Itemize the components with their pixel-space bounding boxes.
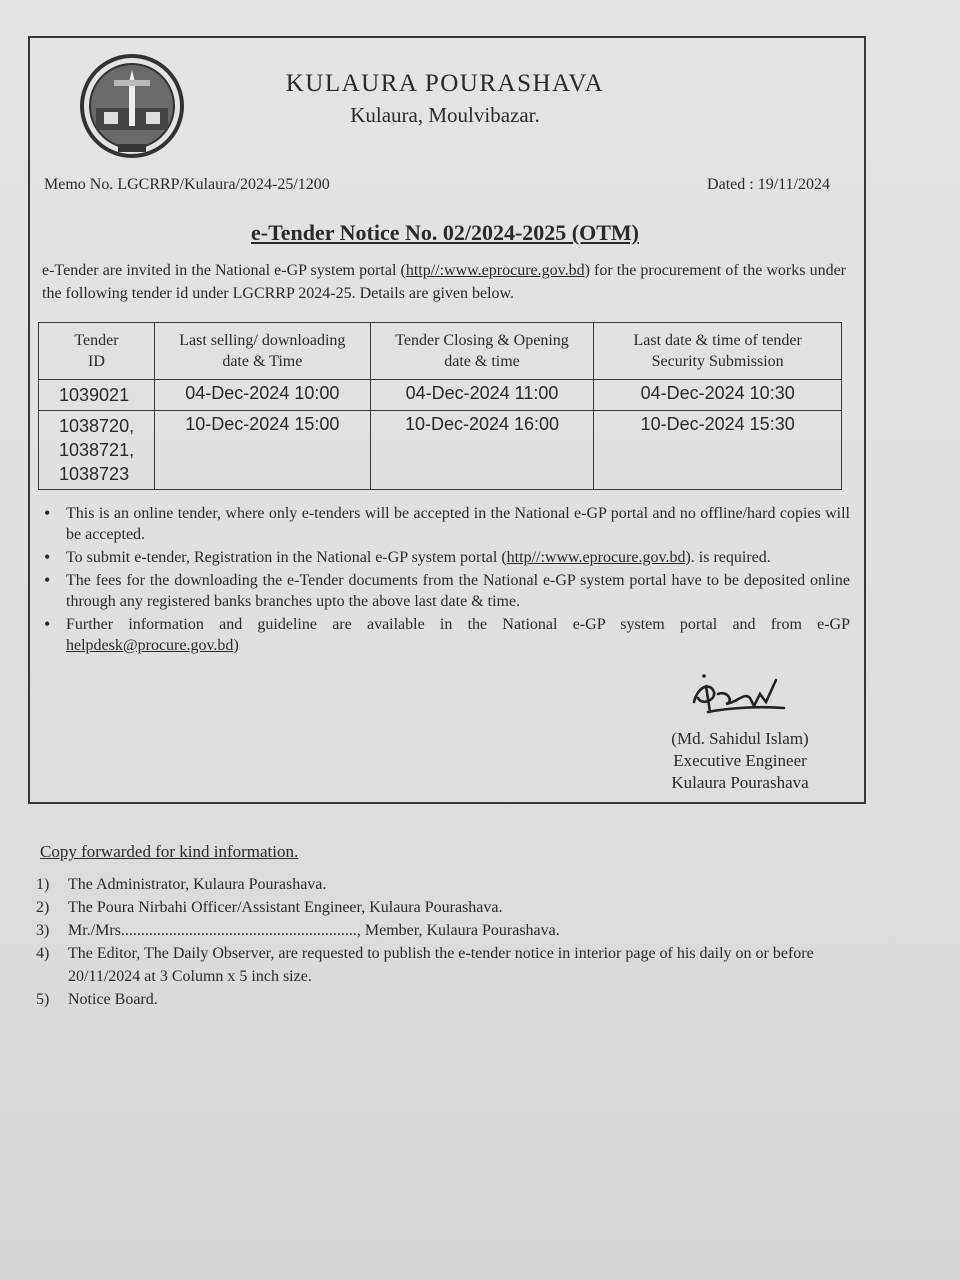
list-item: • This is an online tender, where only e-tenders will be accepted in the National e-GP portal and no offline/hard copies will be accepted. [44, 503, 850, 543]
intro-text-start: e-Tender are invited in the National e-GP system portal ( [42, 262, 406, 279]
organization-name: KULAURA POURASHAVA [285, 70, 605, 97]
security-date-cell: 10-Dec-2024 15:30 [594, 411, 842, 490]
table-row [39, 380, 842, 411]
notice-intro [42, 259, 846, 305]
list-item: 1) The Administrator, Kulaura Pourashava. [36, 876, 327, 893]
table-row [39, 411, 842, 490]
signatory-block [630, 728, 850, 794]
memo-number: Memo No. LGCRRP/Kulaura/2024-25/1200 [44, 176, 330, 193]
notice-title: e-Tender Notice No. 02/2024-2025 (OTM) [251, 220, 639, 245]
signatory-name: (Md. Sahidul Islam) [671, 729, 809, 748]
list-item: • The fees for the downloading the e-Tender documents from the National e-GP system portal have to be deposited online through any registered banks branches upto the above last date & time. [44, 570, 850, 610]
list-item: 5) Notice Board. [36, 991, 158, 1008]
intro-text-end: ) for the procurement of the works under the following tender id under LGCRRP 2024-25. Details are given below. [42, 262, 847, 302]
selling-date-cell: 10-Dec-2024 15:00 [154, 411, 370, 490]
copy-recipients-list [36, 873, 866, 1011]
list-item: • To submit e-tender, Registration in the National e-GP system portal (http//:www.eprocure.gov.bd). is required. [44, 547, 771, 567]
header-closing-opening: Tender Closing & Opening date & time [370, 323, 594, 380]
organization-address: Kulaura, Moulvibazar. [350, 103, 540, 127]
eprocure-link[interactable]: http//:www.eprocure.gov.bd [506, 549, 686, 566]
eprocure-link[interactable]: http//:www.eprocure.gov.bd [405, 262, 585, 279]
memo-date: Dated : 19/11/2024 [707, 176, 830, 193]
tender-schedule-table [38, 322, 842, 490]
handwritten-signature-icon [688, 672, 788, 718]
header-last-selling: Last selling/ downloading date & Time [154, 323, 370, 380]
list-item: 4) The Editor, The Daily Observer, are requested to publish the e-tender notice in interior page of his daily on or before 20/11/2024 at 3 Column x 5 inch size. [36, 945, 814, 985]
table-header-row [39, 323, 842, 380]
security-date-cell: 04-Dec-2024 10:30 [594, 380, 842, 411]
copy-forwarded-title: Copy forwarded for kind information. [40, 842, 299, 861]
helpdesk-email-link[interactable]: helpdesk@procure.gov.bd [66, 637, 234, 654]
conditions-list [44, 503, 850, 658]
signatory-office: Kulaura Pourashava [671, 773, 809, 792]
closing-date-cell: 04-Dec-2024 11:00 [370, 380, 594, 411]
tender-id-cell: 1038720, 1038721, 1038723 [39, 411, 155, 490]
list-item: 3) Mr./Mrs..........................................................., Member, Kulaura Pourashava. [36, 922, 560, 939]
list-item: 2) The Poura Nirbahi Officer/Assistant Engineer, Kulaura Pourashava. [36, 899, 503, 916]
selling-date-cell: 04-Dec-2024 10:00 [154, 380, 370, 411]
closing-date-cell: 10-Dec-2024 16:00 [370, 411, 594, 490]
header-tender-id: Tender ID [39, 323, 155, 380]
signatory-designation: Executive Engineer [673, 751, 807, 770]
pourashava-seal-icon [78, 52, 186, 160]
header-security-submission: Last date & time of tender Security Submission [594, 323, 842, 380]
tender-id-cell: 1039021 [39, 380, 155, 411]
list-item: • Further information and guideline are available in the National e-GP system portal and from e-GP helpdesk@procure.gov.bd) [44, 614, 850, 654]
